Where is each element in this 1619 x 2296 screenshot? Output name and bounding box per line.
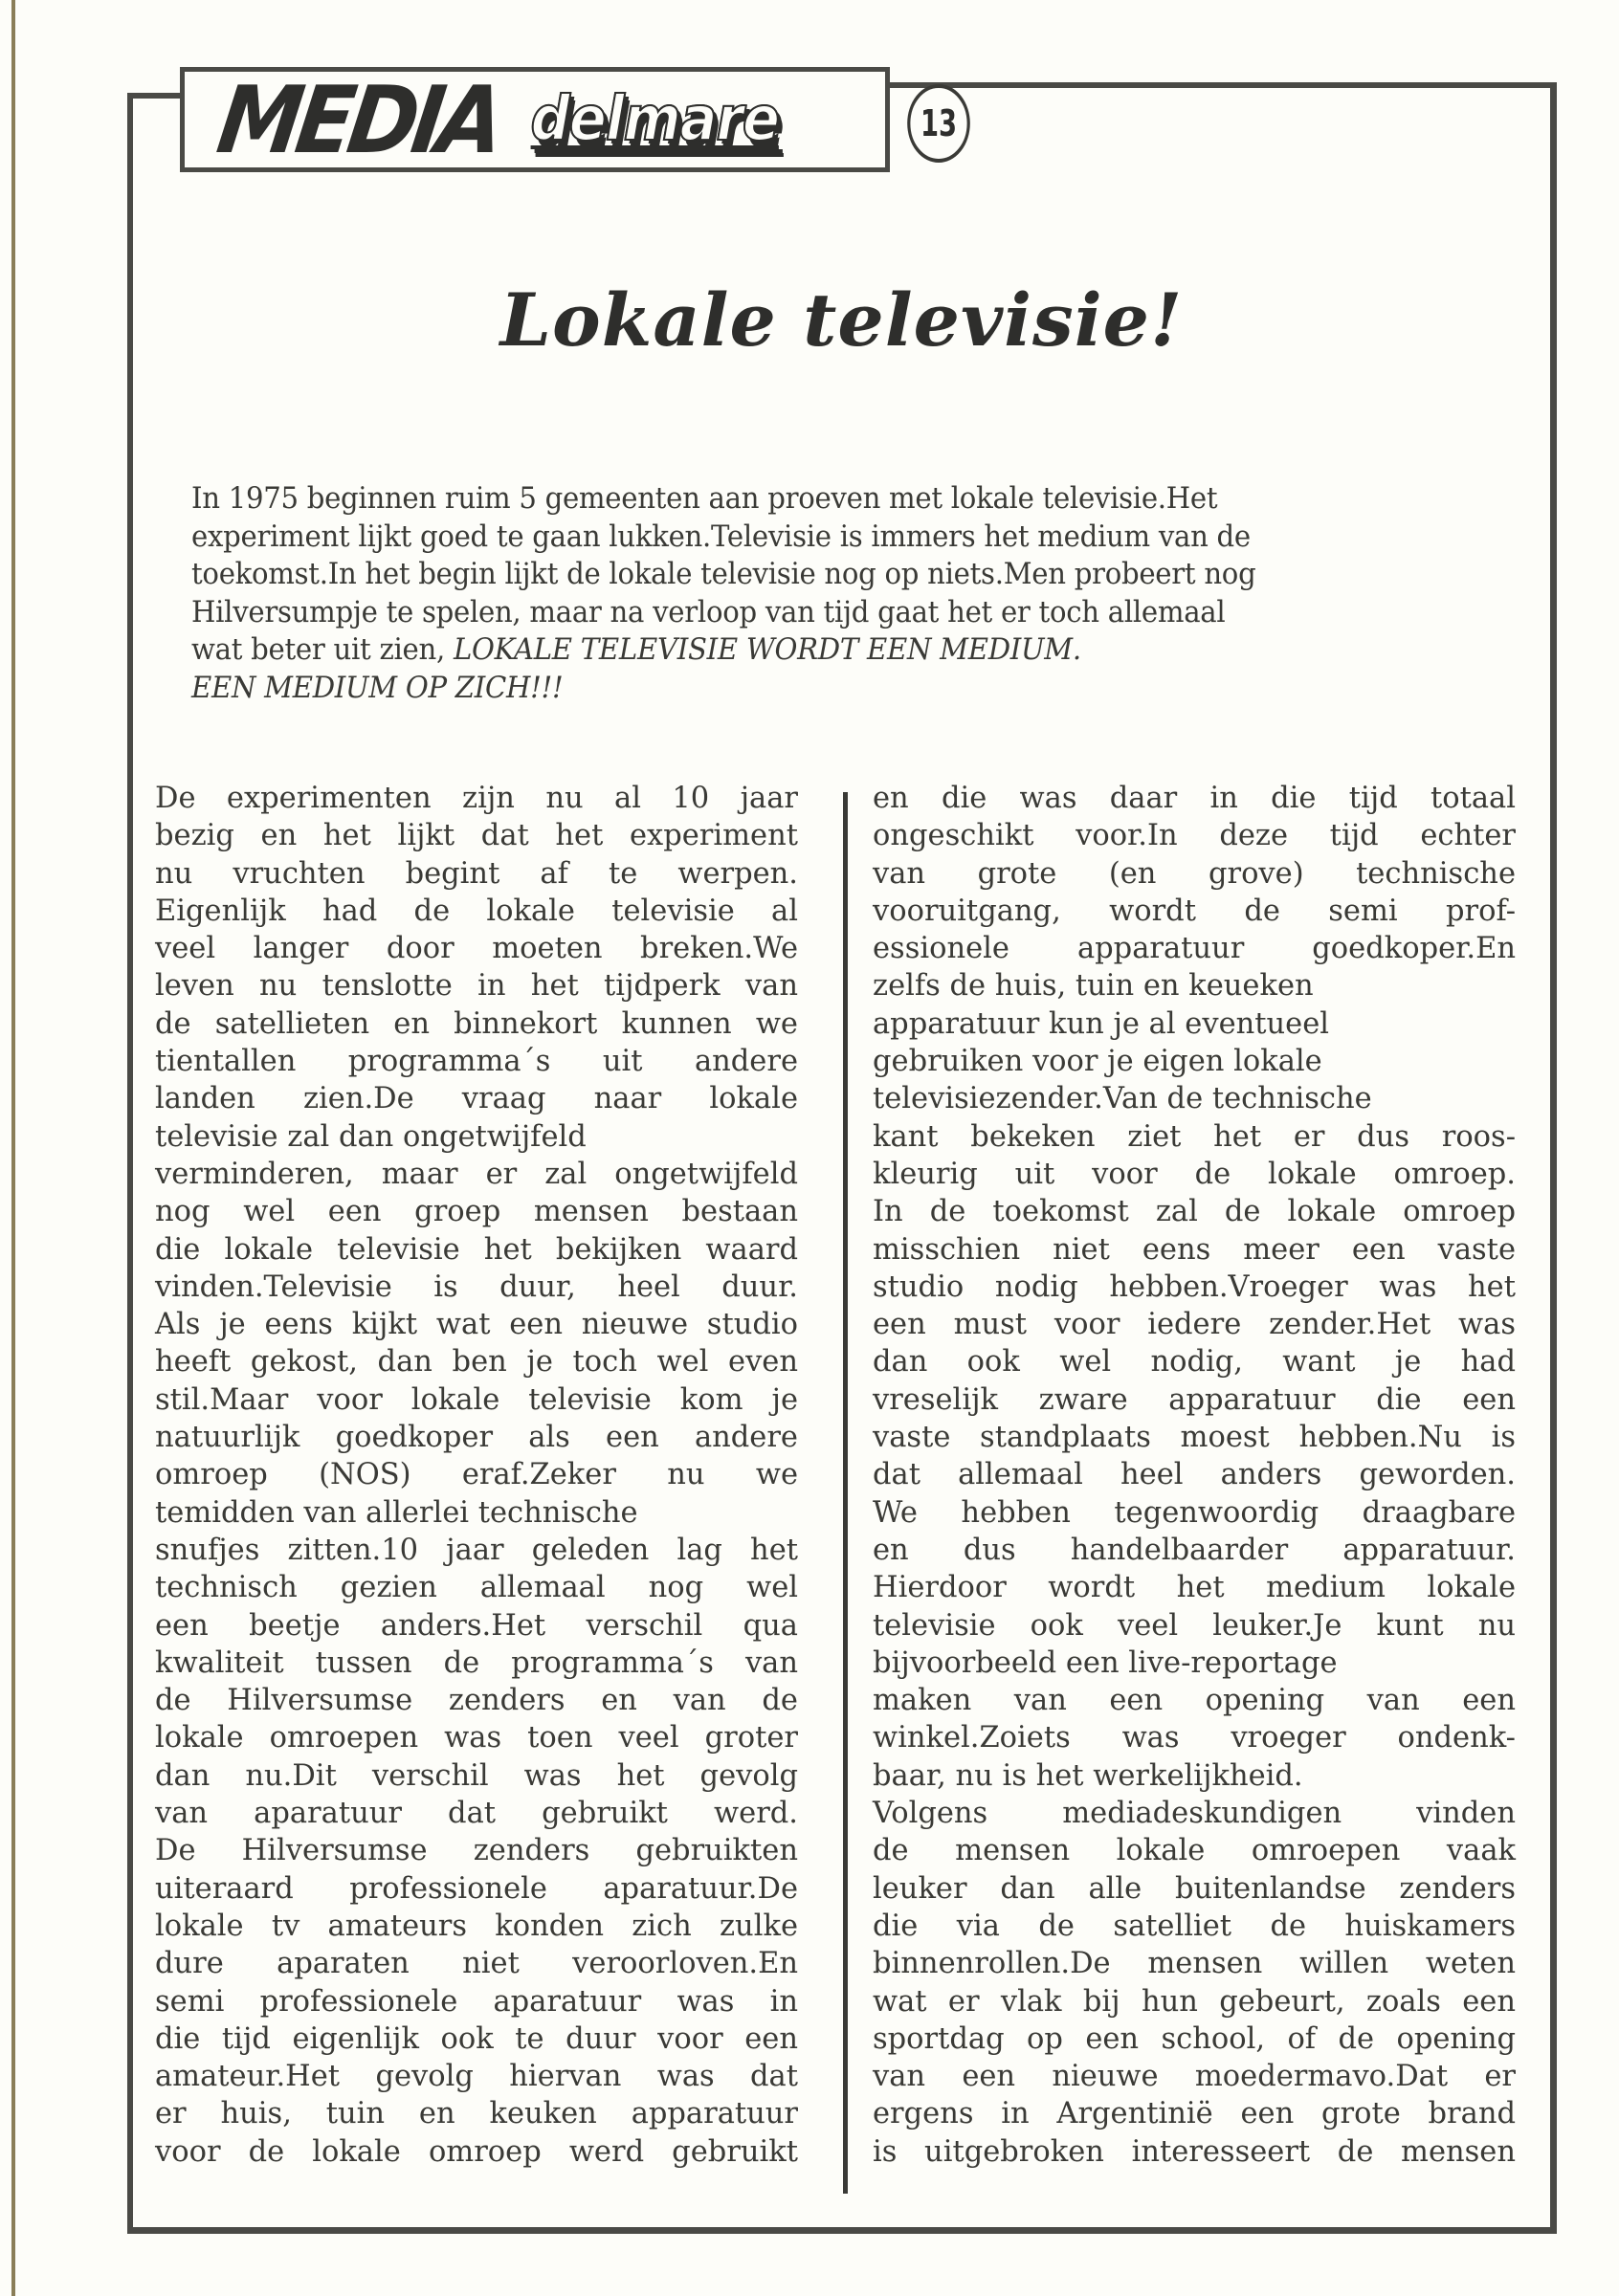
column-line: van een nieuwe moedermavo.Dat er <box>873 2060 1516 2094</box>
column-line: de mensen lokale omroepen vaak <box>873 1834 1516 1868</box>
column-line: vaste standplaats moest hebben.Nu is <box>873 1421 1516 1455</box>
column-line: dan ook wel nodig, want je had <box>873 1345 1516 1380</box>
column-line: tientallen programma´s uit andere <box>155 1045 798 1079</box>
column-line: gebruiken voor je eigen lokale <box>873 1045 1322 1079</box>
column-line: een must voor iedere zender.Het was <box>873 1308 1516 1342</box>
column-line: misschien niet eens meer een vaste <box>873 1232 1516 1267</box>
column-line: vinden.Televisie is duur, heel duur. <box>155 1269 798 1304</box>
column-line: baar, nu is het werkelijkheid. <box>873 1758 1303 1793</box>
column-line: amateur.Het gevolg hiervan was dat <box>155 2060 798 2094</box>
column-line: bijvoorbeeld een live-reportage <box>873 1645 1338 1680</box>
column-line: kwaliteit tussen de programma´s van <box>155 1645 798 1680</box>
column-line: natuurlijk goedkoper als een andere <box>155 1421 798 1455</box>
intro-emphasis: EEN MEDIUM OP ZICH!!! <box>191 670 564 705</box>
column-line: essionele apparatuur goedkoper.En <box>873 932 1516 966</box>
column-line: uiteraard professionele aparatuur.De <box>155 1871 798 1906</box>
column-line: dure aparaten niet veroorloven.En <box>155 1947 798 1981</box>
masthead-logo <box>180 67 890 172</box>
column-line: De experimenten zijn nu al 10 jaar <box>155 782 798 815</box>
frame-border-top-right <box>885 82 1555 88</box>
column-line: een beetje anders.Het verschil qua <box>155 1608 798 1643</box>
column-line: De Hilversumse zenders gebruikten <box>155 1834 798 1868</box>
column-line: lokale omroepen was toen veel groter <box>155 1721 798 1755</box>
column-line: die tijd eigenlijk ook te duur voor een <box>155 2021 798 2056</box>
logo-media-text: MEDIA <box>211 65 506 174</box>
column-line: en dus handelbaarder apparatuur. <box>873 1533 1516 1567</box>
article-column-left <box>155 780 798 2171</box>
column-line: ergens in Argentinië een grote brand <box>873 2097 1516 2131</box>
intro-text: wat beter uit zien, <box>191 632 454 667</box>
column-line: nog wel een groep mensen bestaan <box>155 1195 798 1229</box>
column-line: en die was daar in die tijd totaal <box>873 782 1516 815</box>
column-line: temidden van allerlei technische <box>155 1495 638 1530</box>
intro-text: toekomst.In het begin lijkt de lokale televisie nog op niets.Men probeert nog <box>191 557 1256 591</box>
column-line: televisie ook veel leuker.Je kunt nu <box>873 1608 1516 1643</box>
column-line: televisiezender.Van de technische <box>873 1082 1372 1116</box>
column-line: televisie zal dan ongetwijfeld <box>155 1119 587 1154</box>
column-line: leuker dan alle buitenlandse zenders <box>873 1871 1516 1906</box>
logo-delmare-text: delmare <box>530 84 779 155</box>
column-line: studio nodig hebben.Vroeger was het <box>873 1269 1516 1304</box>
intro-line <box>191 519 1432 557</box>
column-line: voor de lokale omroep werd gebruikt <box>155 2134 798 2169</box>
column-line: We hebben tegenwoordig draagbare <box>873 1495 1516 1530</box>
column-line: snufjes zitten.10 jaar geleden lag het <box>155 1533 798 1567</box>
column-line: kleurig uit voor de lokale omroep. <box>873 1157 1516 1191</box>
column-line: Volgens mediadeskundigen vinden <box>873 1797 1516 1831</box>
column-line: verminderen, maar er zal ongetwijfeld <box>155 1157 798 1191</box>
intro-line <box>191 631 1432 670</box>
intro-line <box>191 480 1432 519</box>
column-line: wat er vlak bij hun gebeurt, zoals een <box>873 1984 1516 2019</box>
column-line: bezig en het lijkt dat het experiment <box>155 819 798 853</box>
frame-border-left <box>127 93 133 2234</box>
column-line: technisch gezien allemaal nog wel <box>155 1571 798 1605</box>
column-line: kant bekeken ziet het er dus roos- <box>873 1119 1516 1154</box>
column-line: omroep (NOS) eraf.Zeker nu we <box>155 1458 798 1492</box>
column-line: van grote (en grove) technische <box>873 856 1516 891</box>
frame-border-right <box>1550 82 1557 2234</box>
column-line: veel langer door moeten breken.We <box>155 932 798 966</box>
column-line: semi professionele aparatuur was in <box>155 1984 798 2019</box>
column-line: die lokale televisie het bekijken waard <box>155 1232 798 1267</box>
column-line: van aparatuur dat gebruikt werd. <box>155 1797 798 1831</box>
column-divider <box>843 792 848 2194</box>
column-line: Als je eens kijkt wat een nieuwe studio <box>155 1308 798 1342</box>
column-line: landen zien.De vraag naar lokale <box>155 1082 798 1116</box>
column-line: vooruitgang, wordt de semi prof- <box>873 894 1516 928</box>
intro-line <box>191 670 1432 708</box>
column-line: er huis, tuin en keuken apparatuur <box>155 2097 798 2131</box>
column-line: nu vruchten begint af te werpen. <box>155 856 798 891</box>
column-line: sportdag op een school, of de opening <box>873 2021 1516 2056</box>
column-line: dan nu.Dit verschil was het gevolg <box>155 1758 798 1793</box>
column-line: de satellieten en binnekort kunnen we <box>155 1006 798 1041</box>
page-number-text: 13 <box>920 102 958 144</box>
intro-text: Hilversumpje te spelen, maar na verloop van tijd gaat het er toch allemaal <box>191 594 1226 629</box>
column-line: Eigenlijk had de lokale televisie al <box>155 894 798 928</box>
frame-border-top-left <box>127 93 185 99</box>
frame-border-bottom <box>127 2227 1557 2234</box>
column-line: zelfs de huis, tuin en keueken <box>873 969 1314 1004</box>
article-title: Lokale televisie! <box>499 277 1184 363</box>
column-line: binnenrollen.De mensen willen weten <box>873 1947 1516 1981</box>
column-line: die via de satelliet de huiskamers <box>873 1909 1516 1943</box>
page-binding-edge <box>11 0 15 2296</box>
column-line: Hierdoor wordt het medium lokale <box>873 1571 1516 1605</box>
intro-line <box>191 594 1432 632</box>
column-line: ongeschikt voor.In deze tijd echter <box>873 819 1516 853</box>
intro-text: In 1975 beginnen ruim 5 gemeenten aan proeven met lokale televisie.Het <box>191 481 1218 516</box>
column-line: maken van een opening van een <box>873 1684 1516 1718</box>
column-line: is uitgebroken interesseert de mensen <box>873 2134 1516 2169</box>
column-line: vreselijk zware apparatuur die een <box>873 1382 1516 1417</box>
intro-line <box>191 556 1432 594</box>
column-line: stil.Maar voor lokale televisie kom je <box>155 1382 798 1417</box>
column-line: In de toekomst zal de lokale omroep <box>873 1195 1516 1229</box>
page-number-badge <box>907 84 970 163</box>
column-line: leven nu tenslotte in het tijdperk van <box>155 969 798 1004</box>
column-line: winkel.Zoiets was vroeger ondenk- <box>873 1721 1516 1755</box>
intro-text: experiment lijkt goed te gaan lukken.Televisie is immers het medium van de <box>191 519 1251 554</box>
article-intro <box>191 480 1432 707</box>
column-line: dat allemaal heel anders geworden. <box>873 1458 1516 1492</box>
column-line: apparatuur kun je al eventueel <box>873 1006 1330 1041</box>
column-line: lokale tv amateurs konden zich zulke <box>155 1909 798 1943</box>
intro-emphasis: LOKALE TELEVISIE WORDT EEN MEDIUM. <box>453 632 1081 667</box>
column-line: heeft gekost, dan ben je toch wel even <box>155 1345 798 1380</box>
article-column-right <box>873 780 1516 2171</box>
column-line: de Hilversumse zenders en van de <box>155 1684 798 1718</box>
